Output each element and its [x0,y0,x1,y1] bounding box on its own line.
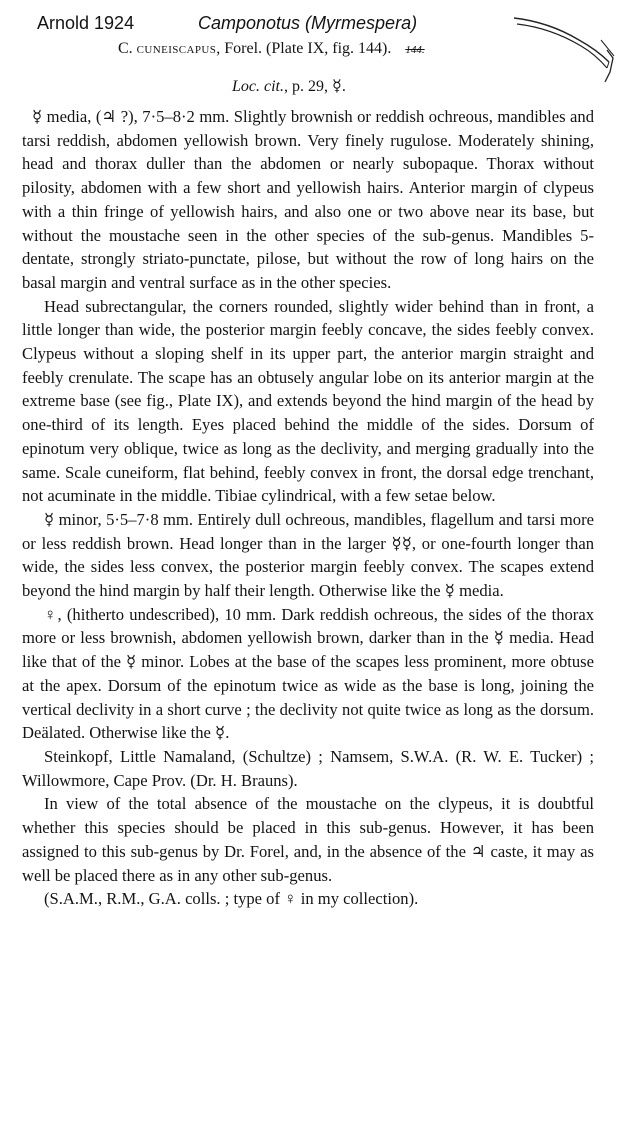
figure-number: 144. [405,44,425,56]
paragraph-collections: (S.A.M., R.M., G.A. colls. ; type of ♀ in my collection). [44,889,419,909]
paragraph-head: Head subrectangular, the corners rounded, slightly wider behind than in front, a little longer than wide, the posterior margin feebly concave, the sides feebly convex. Clypeus without a sloping shelf in its upper part, the anterior margin straight and feebly crenulate. The scape has an obtusely angular lobe on its anterior margin at the extreme base (see fig., Plate IX), and extends beyond the hind margin of the head by one-third of its length. Eyes placed behind the middle of the sides. Dorsum of epinotum very oblique, twice as long as the declivity, and merging gradually into the same. Scale cuneiform, flat behind, feebly convex in front, the dorsal edge trenchant, not acuminate in the middle. Tibiae cylindrical, with a few setae below. [22,296,594,506]
paragraph-localities: Steinkopf, Little Namaland, (Schultze) ; Namsem, S.W.A. (R. W. E. Tucker) ; Willowmore, Cape Prov. (Dr. H. Brauns). [22,746,594,790]
loc-cit-rest: , p. 29, ☿. [284,78,346,95]
locality-reference [232,76,346,96]
loc-cit: Loc. cit. [232,78,284,95]
species-abbr: C. [118,40,133,57]
paragraph-worker-media: ☿ media, (♃ ?), 7·5–8·2 mm. Slightly brownish or reddish ochreous, mandibles and tarsi reddish, abdomen yellowish brown. Very finely rugulose. Moderately shining, head and thorax duller than the abdomen or nearly subopaque. Thorax without pilosity, abdomen with a few short and yellowish hairs. Anterior margin of clypeus with a thin fringe of yellowish hairs, and also one or two above near its base, but without the moustache seen in the other species of the sub-genus. Mandibles 5-dentate, strongly striato-punctate, pilose, but without the row of long hairs on the basal margin and ventral surface as in the other species. [22,107,594,292]
paragraph-female: ♀, (hitherto undescribed), 10 mm. Dark reddish ochreous, the sides of the thorax more or less brownish, abdomen yellowish brown, darker than in the ☿ media. Head like that of the ☿ minor. Lobes at the base of the scapes less prominent, more obtuse at the apex. Dorsum of the epinotum twice as wide as the base is long, joining the vertical declivity in a short curve ; the declivity not quite twice as long as the dorsum. Deälated. Otherwise like the ☿. [22,604,594,743]
author-year: Arnold 1924 [37,13,135,33]
species-rest: , Forel. (Plate IX, fig. 144). [216,40,392,57]
scape-figure-icon [509,10,619,90]
paragraph-worker-minor: ☿ minor, 5·5–7·8 mm. Entirely dull ochreous, mandibles, flagellum and tarsi more or less reddish brown. Head longer than in the larger ☿☿, or one-fourth longer than wide, the sides less convex, the posterior margin feebly convex. The scapes extend beyond the hind margin by half their length. Otherwise like the ☿ media. [22,509,594,601]
species-name: cuneiscapus [136,40,217,57]
description-body [22,105,594,911]
genus-subgenus: Camponotus (Myrmespera) [198,13,418,33]
paragraph-remarks: In view of the total absence of the moustache on the clypeus, it is doubtful whether this species should be placed in this sub-genus. However, it has been assigned to this sub-genus by Dr. Forel, and, in the absence of the ♃ caste, it may as well be placed there as in any other sub-genus. [22,794,594,885]
species-heading [118,40,425,58]
